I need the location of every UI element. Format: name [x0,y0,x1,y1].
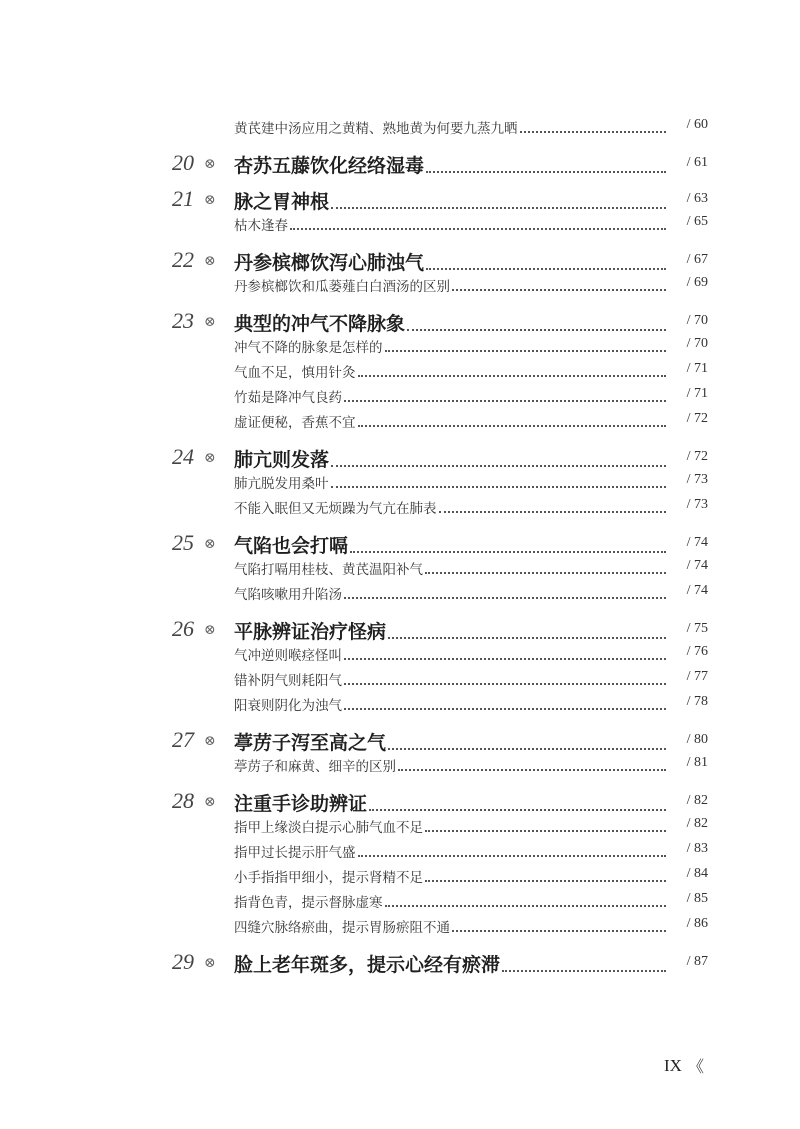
toc-chapter-row[interactable] [0,444,800,472]
toc-section-row[interactable] [0,333,800,355]
toc-chapter-row[interactable] [0,308,800,336]
entry-title-line [234,789,666,816]
section-title: 气血不足，慎用针灸 [234,365,356,381]
dot-leader [407,329,666,331]
section-title: 气陷打嗝用桂枝、黄芪温阳补气 [234,562,423,578]
page-number: / 74 [686,558,708,573]
page-number: / 84 [686,866,708,881]
dot-leader [344,658,666,660]
dot-leader [425,830,666,832]
dot-leader [290,228,666,230]
entry-title-line [234,755,666,775]
chapter-ornament-icon: ⊗ [204,536,216,552]
entry-title-line [234,336,666,356]
page-number-roman: IX [664,1055,682,1075]
dot-leader [385,350,667,352]
toc-section-row[interactable] [0,469,800,491]
section-title: 不能入眠但又无烦躁为气亢在肺表 [234,501,437,517]
entry-title-line [234,669,666,689]
section-title: 葶苈子和麻黄、细辛的区别 [234,759,396,775]
dot-leader [425,880,666,882]
dot-leader [426,268,666,270]
chapter-ornament-icon: ⊗ [204,253,216,269]
page-number: / 67 [686,252,708,267]
toc-chapter-row[interactable] [0,150,800,178]
dot-leader [388,748,666,750]
section-title: 错补阴气则耗阳气 [234,673,342,689]
dot-leader [358,425,667,427]
chapter-number: 24 [172,444,194,469]
chapter-number: 26 [172,616,194,641]
page-number: / 80 [686,732,708,747]
section-title: 虚证便秘，香蕉不宜 [234,415,356,431]
entry-title-line [234,531,666,558]
section-title: 冲气不降的脉象是怎样的 [234,340,383,356]
toc-section-row[interactable] [0,813,800,835]
dot-leader [331,465,666,467]
entry-title-line [234,214,666,234]
entry-title-line [234,558,666,578]
page-number: / 82 [686,816,708,831]
chapter-ornament-icon: ⊗ [204,733,216,749]
entry-title-line [234,187,666,214]
page-number: / 70 [686,313,708,328]
dot-leader [331,486,667,488]
section-title: 小手指指甲细小，提示肾精不足 [234,870,423,886]
toc-section-row[interactable] [0,580,800,602]
entry-title-line [234,816,666,836]
entry-title-line [234,644,666,664]
chapter-number: 28 [172,788,194,813]
entry-title-line [234,275,666,295]
toc-section-row[interactable] [0,114,800,136]
chapter-title: 杏苏五藤饮化经络湿毒 [234,155,425,177]
page-number: / 87 [686,954,708,969]
section-title: 四缝穴脉络瘀曲，提示胃肠瘀阻不通 [234,920,450,936]
page-number: / 81 [686,755,708,770]
page-number: / 70 [686,336,708,351]
page-number: / 74 [686,535,708,550]
dot-leader [358,855,667,857]
chapter-title: 丹参槟榔饮泻心肺浊气 [234,252,425,274]
chapter-ornament-icon: ⊗ [204,314,216,330]
toc-chapter-row[interactable] [0,530,800,558]
entry-title-line [234,694,666,714]
entry-title-line [234,386,666,406]
toc-chapter-row[interactable] [0,727,800,755]
page-number: / 72 [686,411,708,426]
page-number: / 73 [686,472,708,487]
page-number: / 65 [686,214,708,229]
entry-title-line [234,728,666,755]
page-number: / 83 [686,841,708,856]
toc-chapter-row[interactable] [0,788,800,816]
dot-leader [452,289,666,291]
page-number: / 61 [686,155,708,170]
page-number: / 86 [686,916,708,931]
page-number: / 72 [686,449,708,464]
dot-leader [426,171,666,173]
entry-title-line [234,248,666,275]
toc-chapter-row[interactable] [0,247,800,275]
entry-title-line [234,411,666,431]
chapter-title: 注重手诊助辨证 [234,793,368,815]
dot-leader [385,905,667,907]
chapter-number: 22 [172,247,194,272]
double-chevron-left-icon: 《 [687,1059,704,1076]
chapter-title: 气陷也会打嗝 [234,535,349,557]
toc-chapter-row[interactable] [0,616,800,644]
chapter-number: 25 [172,530,194,555]
dot-leader [502,970,666,972]
toc-section-row[interactable] [0,641,800,663]
section-title: 阳衰则阴化为浊气 [234,698,342,714]
chapter-title: 脸上老年斑多，提示心经有瘀滞 [234,954,501,976]
entry-title-line [234,117,666,137]
chapter-title: 肺亢则发落 [234,449,330,471]
entry-title-line [234,361,666,381]
dot-leader [350,551,666,553]
entry-title-line [234,841,666,861]
chapter-ornament-icon: ⊗ [204,794,216,810]
chapter-ornament-icon: ⊗ [204,192,216,208]
toc-section-row[interactable] [0,888,800,910]
chapter-title: 脉之胃神根 [234,191,330,213]
toc-section-row[interactable] [0,838,800,860]
entry-title-line [234,151,666,178]
entry-title-line [234,497,666,517]
section-title: 指背色青，提示督脉虚寒 [234,895,383,911]
page-number: / 82 [686,793,708,808]
chapter-ornament-icon: ⊗ [204,156,216,172]
chapter-number: 27 [172,727,194,752]
dot-leader [425,572,666,574]
entry-title-line [234,445,666,472]
toc-section-row[interactable] [0,211,800,233]
page-number: / 74 [686,583,708,598]
toc-section-row[interactable] [0,752,800,774]
toc-section-row[interactable] [0,913,800,935]
dot-leader [344,597,666,599]
page-number: / 69 [686,275,708,290]
section-title: 气冲逆则喉痉怪叫 [234,648,342,664]
chapter-number: 29 [172,949,194,974]
entry-title-line [234,950,666,977]
toc-section-row[interactable] [0,555,800,577]
toc-section-row[interactable] [0,494,800,516]
dot-leader [520,131,667,133]
chapter-number: 20 [172,150,194,175]
chapter-title: 典型的冲气不降脉象 [234,313,406,335]
section-title: 黄芪建中汤应用之黄精、熟地黄为何要九蒸九晒 [234,121,518,137]
dot-leader [331,207,666,209]
page-number: / 75 [686,621,708,636]
toc-chapter-row[interactable] [0,186,800,214]
entry-title-line [234,891,666,911]
entry-title-line [234,617,666,644]
page-number: / 63 [686,191,708,206]
page-number: / 76 [686,644,708,659]
dot-leader [344,708,666,710]
toc-section-row[interactable] [0,272,800,294]
chapter-number: 21 [172,186,194,211]
page-number: / 85 [686,891,708,906]
dot-leader [369,809,666,811]
dot-leader [358,375,667,377]
toc-section-row[interactable] [0,408,800,430]
section-title: 枯木逢春 [234,218,288,234]
dot-leader [439,511,667,513]
section-title: 气陷咳嗽用升陷汤 [234,587,342,603]
chapter-ornament-icon: ⊗ [204,622,216,638]
chapter-ornament-icon: ⊗ [204,450,216,466]
page-number: / 60 [686,117,708,132]
dot-leader [388,637,666,639]
entry-title-line [234,916,666,936]
entry-title-line [234,472,666,492]
section-title: 肺亢脱发用桑叶 [234,476,329,492]
dot-leader [398,769,666,771]
toc-section-row[interactable] [0,358,800,380]
toc-section-row[interactable] [0,383,800,405]
toc-chapter-row[interactable] [0,949,800,977]
toc-section-row[interactable] [0,691,800,713]
page-number: / 71 [686,361,708,376]
page-number: / 77 [686,669,708,684]
section-title: 指甲上缘淡白提示心肺气血不足 [234,820,423,836]
page-number: / 71 [686,386,708,401]
entry-title-line [234,866,666,886]
section-title: 指甲过长提示肝气盛 [234,845,356,861]
section-title: 竹茹是降冲气良药 [234,390,342,406]
chapter-title: 葶苈子泻至高之气 [234,732,387,754]
entry-title-line [234,583,666,603]
page-number: / 73 [686,497,708,512]
toc-section-row[interactable] [0,863,800,885]
dot-leader [344,683,666,685]
chapter-number: 23 [172,308,194,333]
chapter-ornament-icon: ⊗ [204,955,216,971]
chapter-title: 平脉辨证治疗怪病 [234,621,387,643]
entry-title-line [234,309,666,336]
dot-leader [344,400,666,402]
page-folio [664,1054,704,1077]
section-title: 丹参槟榔饮和瓜蒌薤白白酒汤的区别 [234,279,450,295]
dot-leader [452,930,666,932]
page-number: / 78 [686,694,708,709]
toc-section-row[interactable] [0,666,800,688]
